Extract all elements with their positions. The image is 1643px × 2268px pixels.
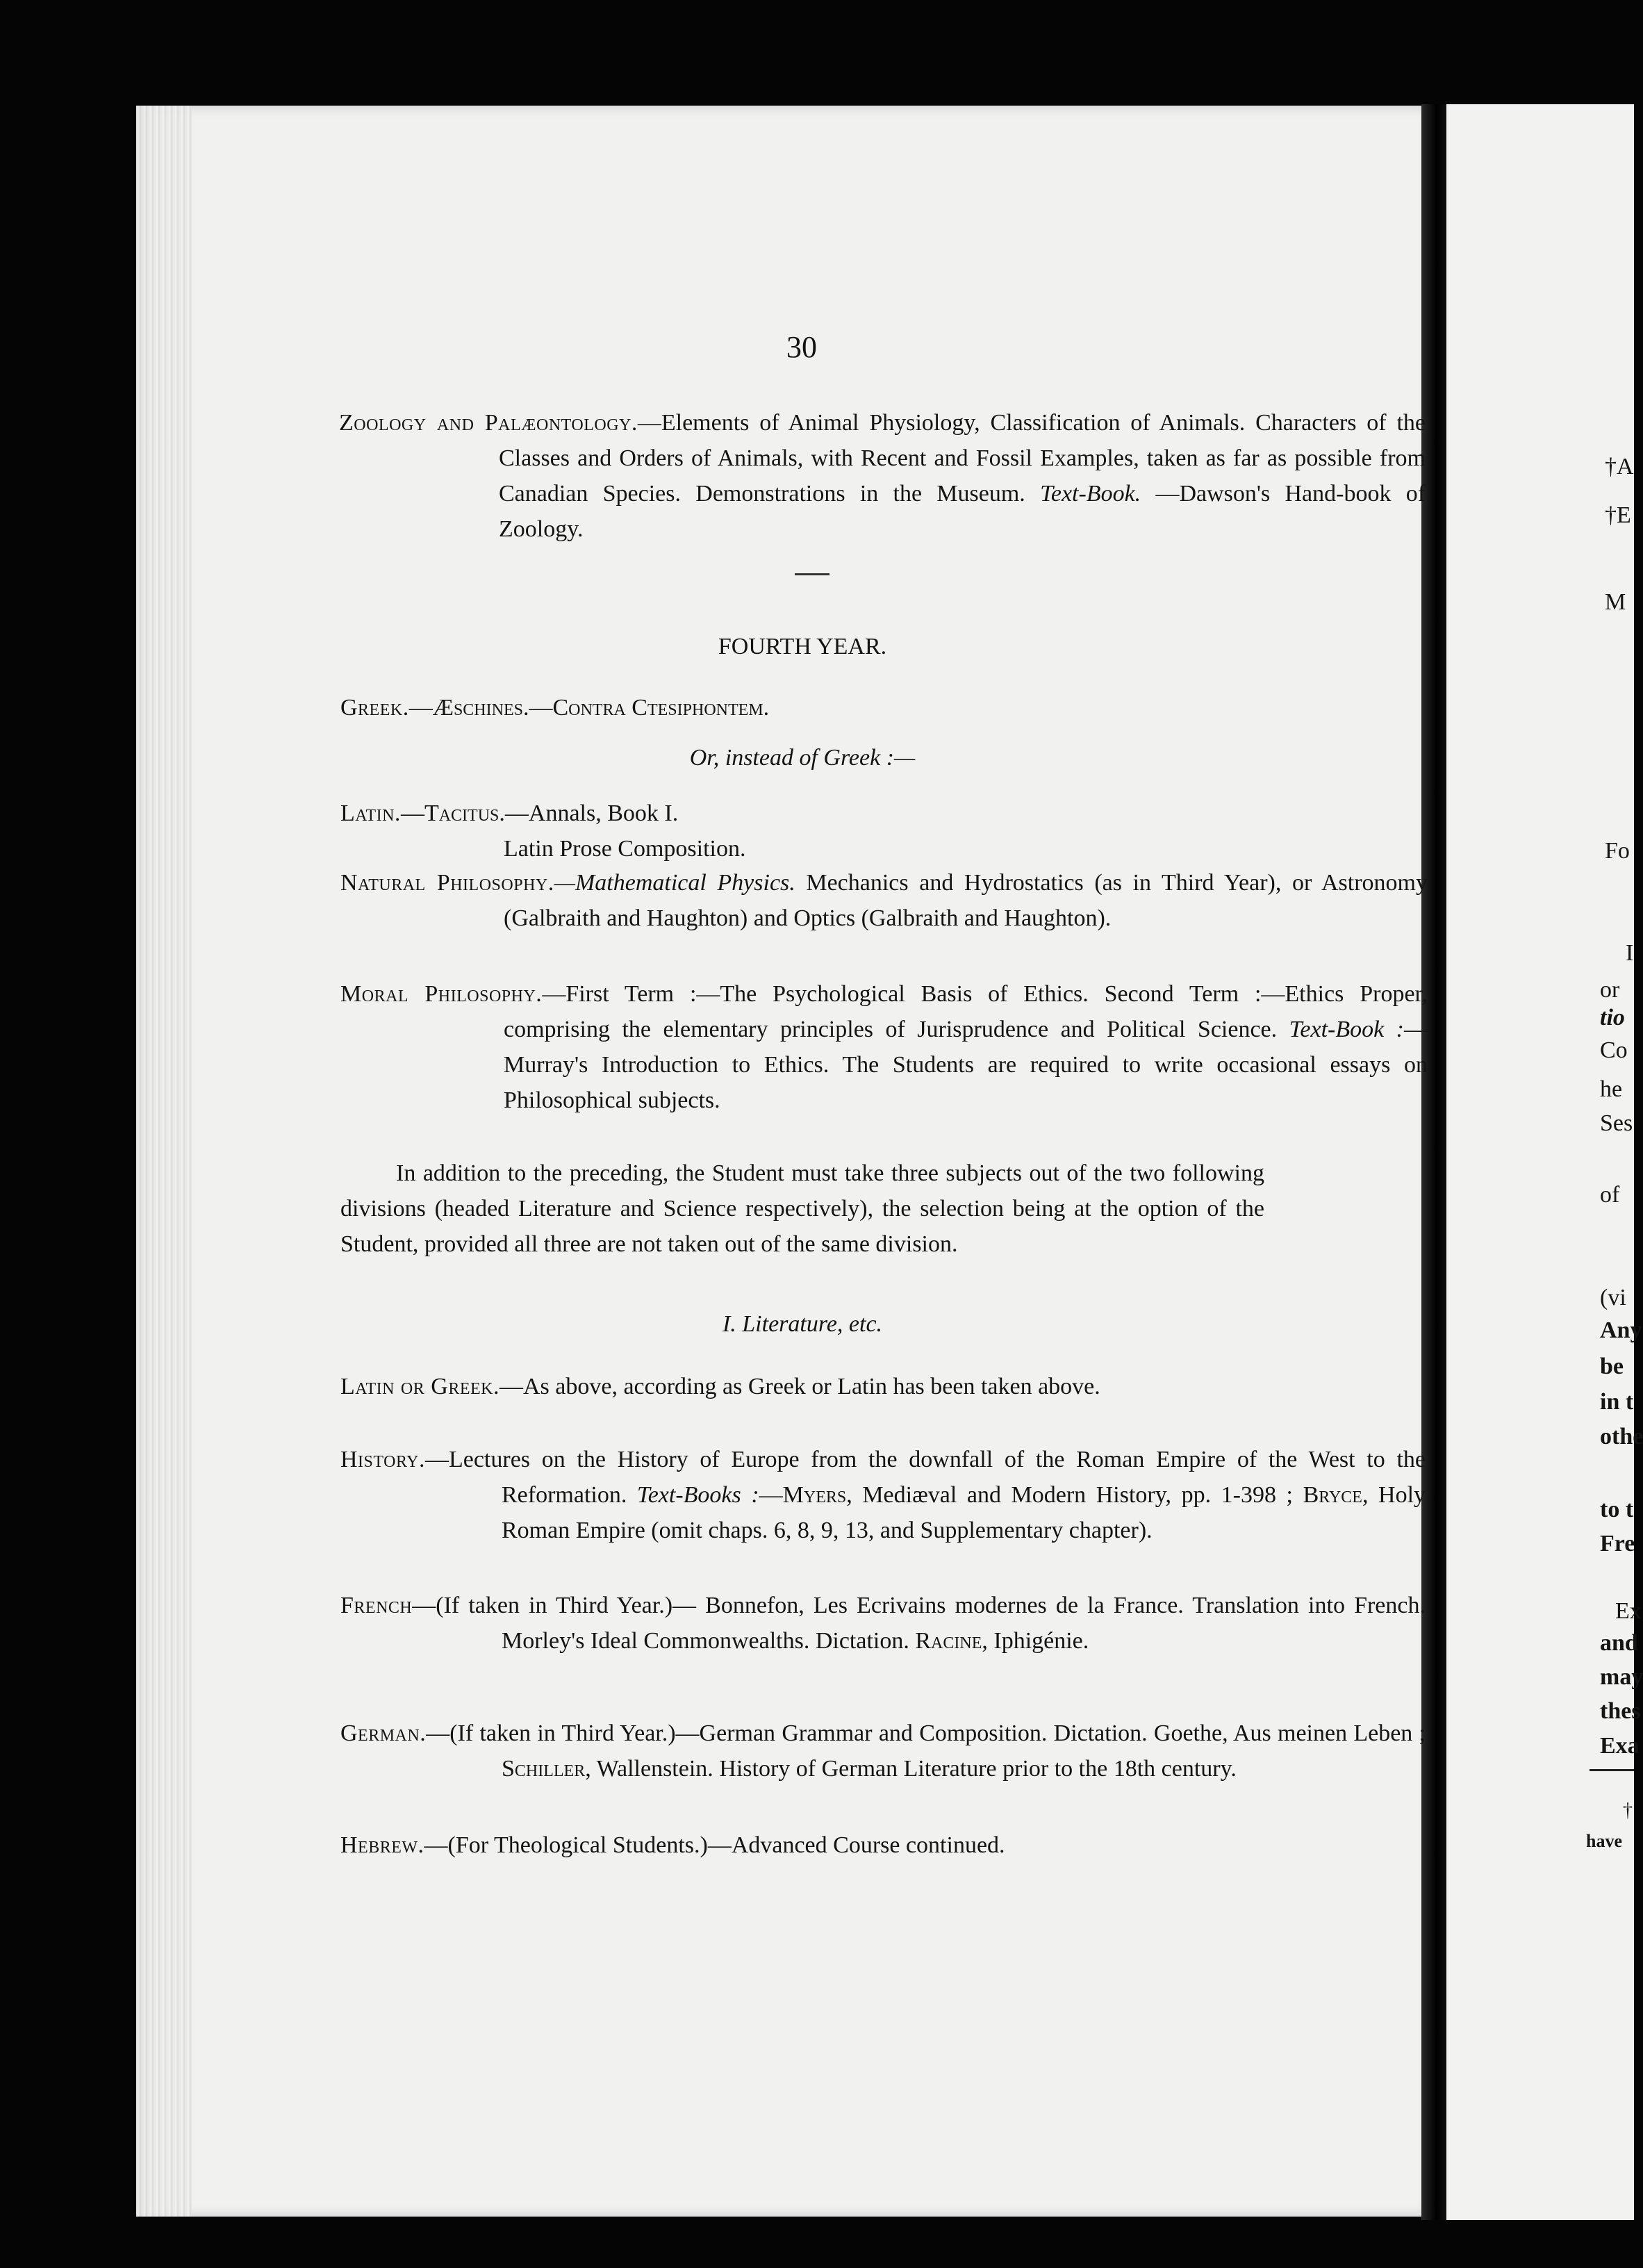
french-racine: Racine, — [915, 1628, 988, 1654]
latin-greek-heading: Latin or Greek. — [340, 1374, 499, 1399]
history-bryce-title: Holy Roman Empire (omit chaps. 6, 8, 9, 13, and Supplementary chapter). — [502, 1482, 1426, 1543]
greek-entry — [340, 690, 1264, 725]
natural-philosophy-entry — [340, 865, 1428, 936]
section-rule — [795, 573, 829, 575]
history-body: —Lectures on the History of Europe from the downfall of the Roman Empire of the West to the Reformation. — [424, 1447, 1426, 1508]
addition-paragraph: In addition to the preceding, the Student must take three subjects out of the two following divisions (headed Literature and Science respectively), the selection being at the option of the Student, provided all three are not taken out of the same division. — [340, 1160, 1264, 1257]
zoology-heading: Zoology and Palæontology. — [339, 410, 638, 436]
zoology-body: —Elements of Animal Physiology, Classification of Animals. Characters of the Classes and Orders of Animals, with Recent and Fossil Examples, taken as far as possible from Canadian Species. Demonstrations in the Museum. — [499, 410, 1426, 507]
german-heading: German. — [340, 1720, 427, 1746]
hebrew-body: —(For Theological Students.)—Advanced Course continued. — [424, 1832, 1005, 1858]
latin-body: —Annals, Book I. — [504, 800, 679, 826]
right-fragment: Fre — [1600, 1531, 1635, 1556]
right-fragment: have — [1586, 1831, 1622, 1851]
moral-textbook: —Murray's Introduction to Ethics. The Students are required to write occasional essays on Philosophical subjects. — [504, 1017, 1428, 1113]
zoology-textbook: —Dawson's Hand-book of Zoology. — [499, 481, 1426, 542]
fourth-year-heading: FOURTH YEAR. — [718, 634, 887, 659]
right-fragment: I — [1626, 940, 1634, 966]
right-fragment: Ses — [1600, 1110, 1633, 1136]
moral-body: —First Term :—The Psychological Basis of Ethics. Second Term :—Ethics Proper, comprising the elementary principles of Jurisprudence and Political Science. — [504, 981, 1428, 1042]
natural-body: Mechanics and Hydrostatics (as in Third Year), or Astronomy (Galbraith and Haughton) and Optics (Galbraith and Haughton). — [504, 870, 1428, 931]
right-fragment: Exa — [1600, 1733, 1640, 1759]
right-fragment: be — [1600, 1354, 1624, 1379]
right-fragment: Any — [1600, 1317, 1642, 1343]
moral-heading: Moral Philosophy. — [340, 981, 543, 1007]
right-fragment: othe — [1600, 1424, 1643, 1449]
hebrew-entry — [340, 1827, 1264, 1863]
moral-philosophy-entry — [340, 976, 1428, 1118]
natural-italic: —Mathematical Physics. — [554, 870, 795, 896]
or-instead-of-greek: Or, instead of Greek :— — [689, 745, 916, 771]
right-fragment: may — [1600, 1664, 1643, 1690]
latin-entry — [340, 796, 1264, 866]
history-entry — [340, 1442, 1426, 1548]
history-author-bryce: Bryce, — [1303, 1482, 1369, 1508]
right-page — [1446, 104, 1634, 2220]
right-fragment: M — [1605, 589, 1626, 615]
french-body: —(If taken in Third Year.)— Bonnefon, Les Ecrivains modernes de la France. Translation into French. Morley's Ideal Commonwealths. Dictation. — [412, 1593, 1426, 1654]
german-tail: Wallenstein. History of German Literature prior to the 18th century. — [591, 1756, 1237, 1782]
history-heading: History. — [340, 1447, 425, 1472]
right-fragment: †A — [1605, 454, 1634, 479]
french-heading: French — [340, 1593, 413, 1618]
page-number: 30 — [786, 330, 817, 364]
right-fragment: Ex — [1615, 1598, 1642, 1624]
latin-line2: Latin Prose Composition. — [504, 836, 746, 862]
right-fragment: or — [1600, 977, 1620, 1003]
right-footnote-rule — [1590, 1769, 1634, 1771]
zoology-textbook-label: Text-Book. — [1040, 481, 1141, 507]
latin-or-greek-entry — [340, 1369, 1426, 1404]
right-fragment: in t — [1600, 1389, 1634, 1415]
zoology-entry — [339, 405, 1426, 547]
right-fragment: tio — [1600, 1005, 1625, 1030]
history-textbook-label: Text-Books : — [636, 1482, 759, 1508]
right-fragment: and — [1600, 1630, 1638, 1656]
right-fragment: thes — [1600, 1698, 1641, 1724]
latin-heading: Latin. — [340, 800, 401, 826]
right-fragment: he — [1600, 1076, 1623, 1102]
moral-textbook-label: Text-Book : — [1289, 1017, 1404, 1042]
right-fragment: of — [1600, 1182, 1620, 1208]
right-fragment: Fo — [1605, 838, 1630, 864]
literature-heading: I. Literature, etc. — [722, 1311, 883, 1337]
history-author-myers: —Myers, — [759, 1482, 852, 1508]
right-fragment: (vi — [1600, 1285, 1626, 1310]
page-edge-stack — [136, 106, 192, 2217]
latin-author: —Tacitus. — [400, 800, 505, 826]
french-tail: Iphigénie. — [987, 1628, 1089, 1654]
natural-heading: Natural Philosophy. — [340, 870, 554, 896]
right-fragment: to t — [1600, 1497, 1634, 1522]
right-fragment: †E — [1605, 502, 1631, 528]
german-entry — [340, 1716, 1426, 1786]
right-fragment: Co — [1600, 1037, 1628, 1063]
german-body: —(If taken in Third Year.)—German Grammar and Composition. Dictation. Goethe, Aus meinen Leben ; — [426, 1720, 1426, 1746]
history-myers-title: Mediæval and Modern History, pp. 1-398 ; — [852, 1482, 1303, 1508]
greek-heading: Greek. — [340, 695, 409, 721]
hebrew-heading: Hebrew. — [340, 1832, 424, 1858]
latin-greek-body: —As above, according as Greek or Latin has been taken above. — [499, 1374, 1100, 1399]
french-entry — [340, 1588, 1426, 1659]
greek-body: —Æschines.—Contra Ctesiphontem. — [408, 695, 770, 721]
german-schiller: Schiller, — [502, 1756, 591, 1782]
right-fragment: † — [1623, 1800, 1633, 1821]
